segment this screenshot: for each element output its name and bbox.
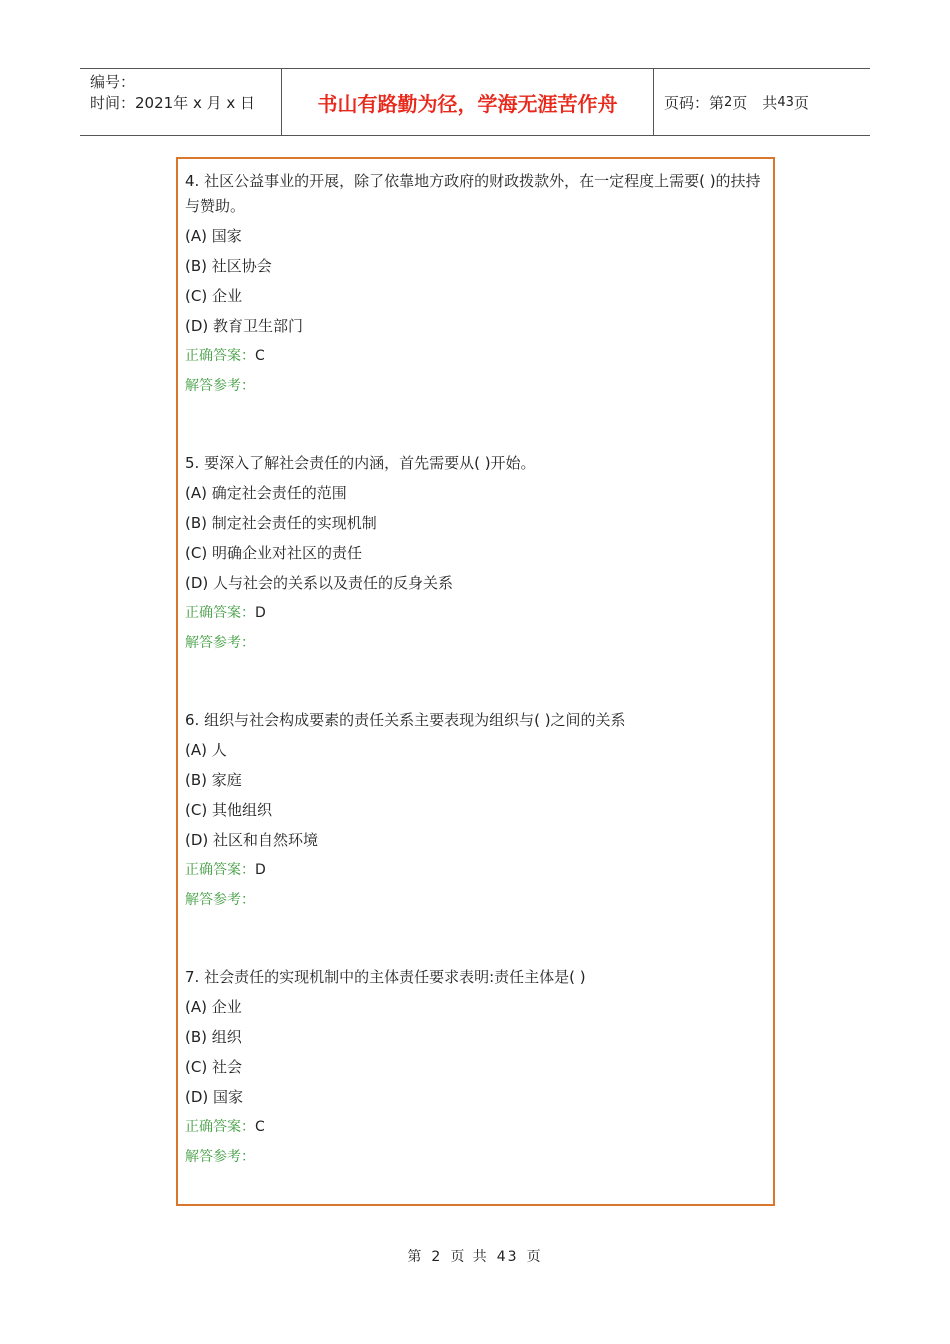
answer-value: D	[255, 862, 266, 878]
header-meta	[80, 69, 281, 135]
time-rest: 年 x 月 x 日	[173, 94, 256, 112]
page-mid: 页 共	[732, 93, 778, 112]
option-d: (D) 人与社会的关系以及责任的反身关系	[185, 574, 454, 592]
option-b: (B) 制定社会责任的实现机制	[185, 514, 377, 532]
time-line	[90, 93, 281, 114]
page-footer	[0, 1246, 950, 1266]
page-label: 页码：第	[664, 93, 725, 112]
question-stem: 4. 社区公益事业的开展，除了依靠地方政府的财政拨款外，在一定程度上需要( )的扶持与赞助。	[185, 172, 761, 215]
answer-value: D	[255, 605, 266, 621]
option-c: (C) 社会	[185, 1058, 242, 1076]
footer-pre: 第	[407, 1249, 424, 1265]
footer-post: 页	[526, 1249, 543, 1265]
answer-value: C	[255, 348, 265, 364]
time-label: 时间：	[90, 94, 136, 112]
number-label: 编号：	[90, 73, 136, 91]
question-stem: 5. 要深入了解社会责任的内涵，首先需要从( )开始。	[185, 454, 536, 472]
option-c: (C) 企业	[185, 287, 242, 305]
page-total: 43	[777, 94, 794, 110]
answer-reference: 解答参考：	[185, 378, 255, 394]
question-7	[185, 965, 765, 1170]
correct-answer	[185, 858, 765, 883]
correct-answer	[185, 601, 765, 626]
page-current: 2	[724, 94, 733, 110]
footer-total: 43	[496, 1249, 519, 1265]
question-6	[185, 708, 765, 913]
option-a: (A) 国家	[185, 227, 242, 245]
correct-answer	[185, 344, 765, 369]
question-box	[176, 157, 775, 1206]
answer-reference: 解答参考：	[185, 1149, 255, 1165]
option-a: (A) 企业	[185, 998, 242, 1016]
option-d: (D) 教育卫生部门	[185, 317, 304, 335]
correct-answer	[185, 1115, 765, 1140]
question-stem: 7. 社会责任的实现机制中的主体责任要求表明:责任主体是( )	[185, 968, 586, 986]
option-d: (D) 社区和自然环境	[185, 831, 319, 849]
answer-value: C	[255, 1119, 265, 1135]
header-page-info	[654, 69, 870, 135]
question-4	[185, 169, 765, 399]
header-motto: 书山有路勤为径，学海无涯苦作舟	[281, 69, 654, 135]
page-end: 页	[793, 93, 809, 112]
time-year: 2021	[135, 94, 174, 112]
option-b: (B) 家庭	[185, 771, 242, 789]
footer-mid: 页 共	[450, 1249, 489, 1265]
option-a: (A) 人	[185, 741, 227, 759]
question-5	[185, 451, 765, 656]
question-stem: 6. 组织与社会构成要素的责任关系主要表现为组织与( )之间的关系	[185, 711, 626, 729]
answer-label: 正确答案：	[185, 862, 255, 878]
option-b: (B) 社区协会	[185, 257, 272, 275]
footer-current: 2	[431, 1249, 443, 1265]
page-header	[80, 68, 870, 136]
option-c: (C) 明确企业对社区的责任	[185, 544, 362, 562]
answer-reference: 解答参考：	[185, 635, 255, 651]
answer-label: 正确答案：	[185, 1119, 255, 1135]
option-a: (A) 确定社会责任的范围	[185, 484, 347, 502]
option-c: (C) 其他组织	[185, 801, 272, 819]
answer-label: 正确答案：	[185, 348, 255, 364]
option-b: (B) 组织	[185, 1028, 242, 1046]
option-d: (D) 国家	[185, 1088, 244, 1106]
answer-label: 正确答案：	[185, 605, 255, 621]
answer-reference: 解答参考：	[185, 892, 255, 908]
